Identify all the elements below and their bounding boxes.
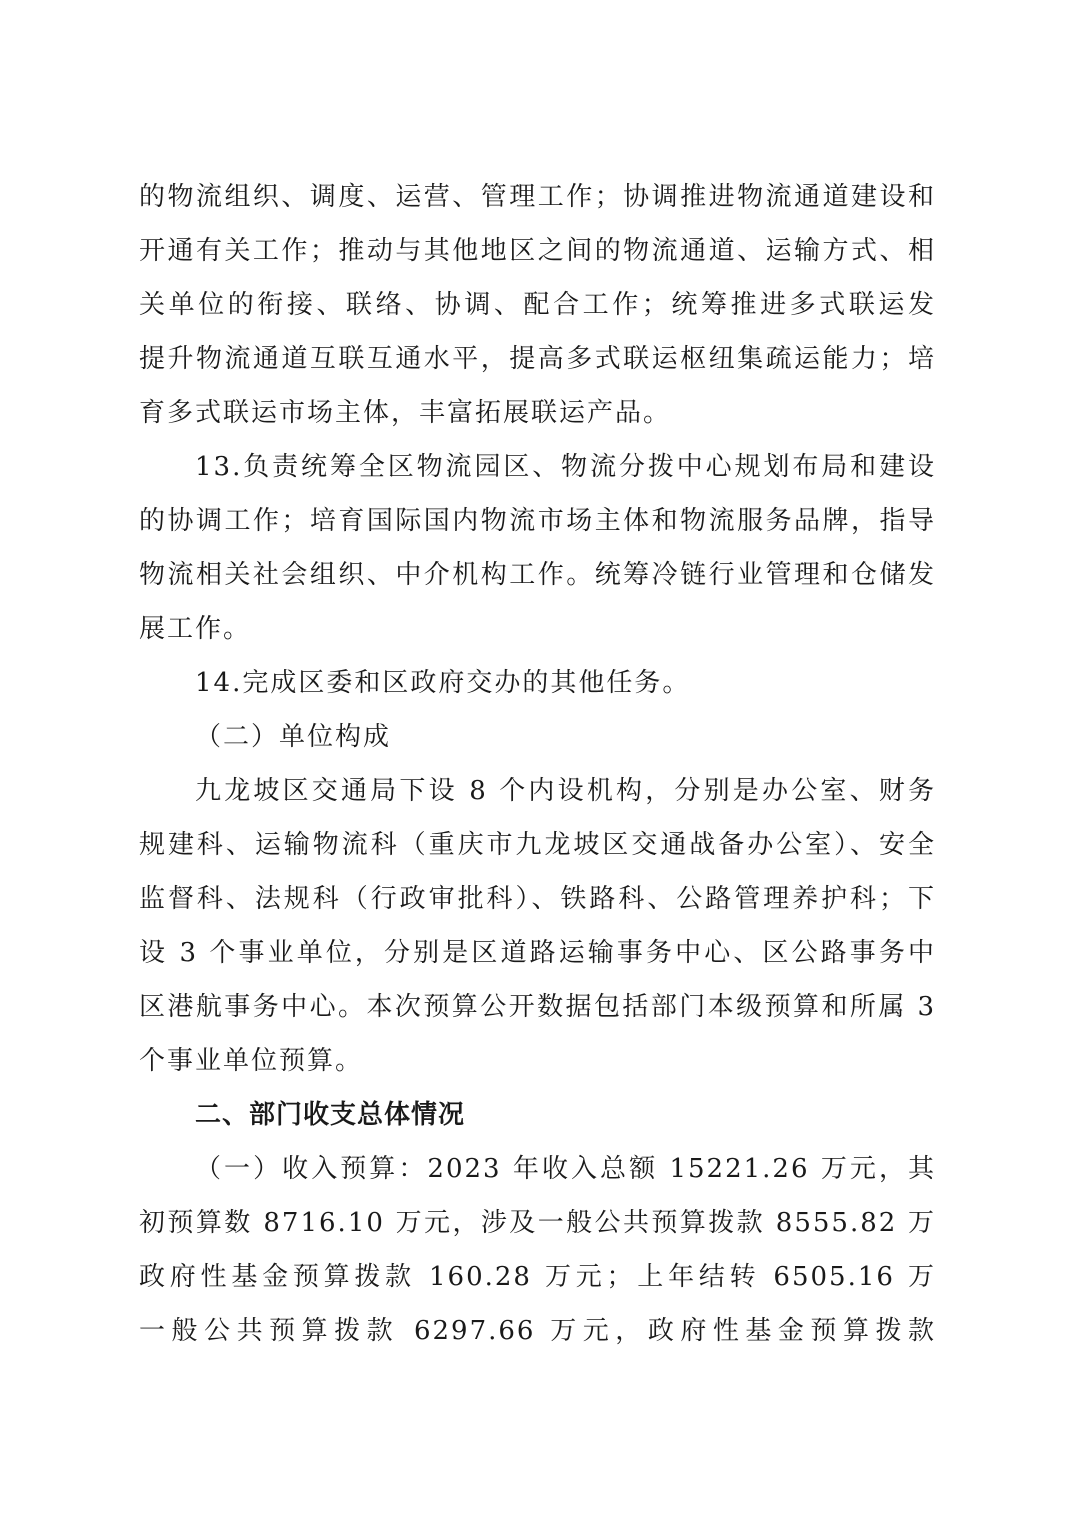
paragraph-line: 提升物流通道互联互通水平，提高多式联运枢纽集疏运能力；培: [139, 344, 936, 374]
paragraph-line: 政府性基金预算拨款 160.28 万元；上年结转 6505.16 万: [139, 1262, 936, 1292]
paragraph-line: 九龙坡区交通局下设 8 个内设机构，分别是办公室、财务: [195, 776, 936, 806]
paragraph-line: 设 3 个事业单位，分别是区道路运输事务中心、区公路事务中: [139, 938, 936, 968]
section-heading: 二、部门收支总体情况: [195, 1100, 466, 1130]
paragraph-line: 物流相关社会组织、中介机构工作。统筹冷链行业管理和仓储发: [139, 560, 936, 590]
paragraph-line: （一）收入预算：2023 年收入总额 15221.26 万元，其: [195, 1154, 936, 1184]
paragraph-line: 监督科、法规科（行政审批科）、铁路科、公路管理养护科；下: [139, 884, 936, 914]
paragraph-line: 14.完成区委和区政府交办的其他任务。: [195, 668, 691, 698]
paragraph-line: 的协调工作；培育国际国内物流市场主体和物流服务品牌，指导: [139, 506, 936, 536]
paragraph-line: 个事业单位预算。: [139, 1046, 364, 1076]
paragraph-line: 规建科、运输物流科（重庆市九龙坡区交通战备办公室）、安全: [139, 830, 936, 860]
paragraph-line: 一般公共预算拨款 6297.66 万元，政府性基金预算拨款: [139, 1316, 936, 1346]
paragraph-line: 13.负责统筹全区物流园区、物流分拨中心规划布局和建设: [195, 452, 936, 482]
paragraph-line: 的物流组织、调度、运营、管理工作；协调推进物流通道建设和: [139, 182, 936, 212]
paragraph-line: 关单位的衔接、联络、协调、配合工作；统筹推进多式联运发: [139, 290, 936, 320]
paragraph-line: 开通有关工作；推动与其他地区之间的物流通道、运输方式、相: [139, 236, 936, 266]
paragraph-line: 育多式联运市场主体，丰富拓展联运产品。: [139, 398, 672, 428]
paragraph-line: 展工作。: [139, 614, 252, 644]
section-subheading: （二）单位构成: [195, 722, 392, 752]
paragraph-line: 区港航事务中心。本次预算公开数据包括部门本级预算和所属 3: [139, 992, 936, 1022]
document-body: [139, 170, 936, 1358]
paragraph-line: 初预算数 8716.10 万元，涉及一般公共预算拨款 8555.82 万: [139, 1208, 936, 1238]
